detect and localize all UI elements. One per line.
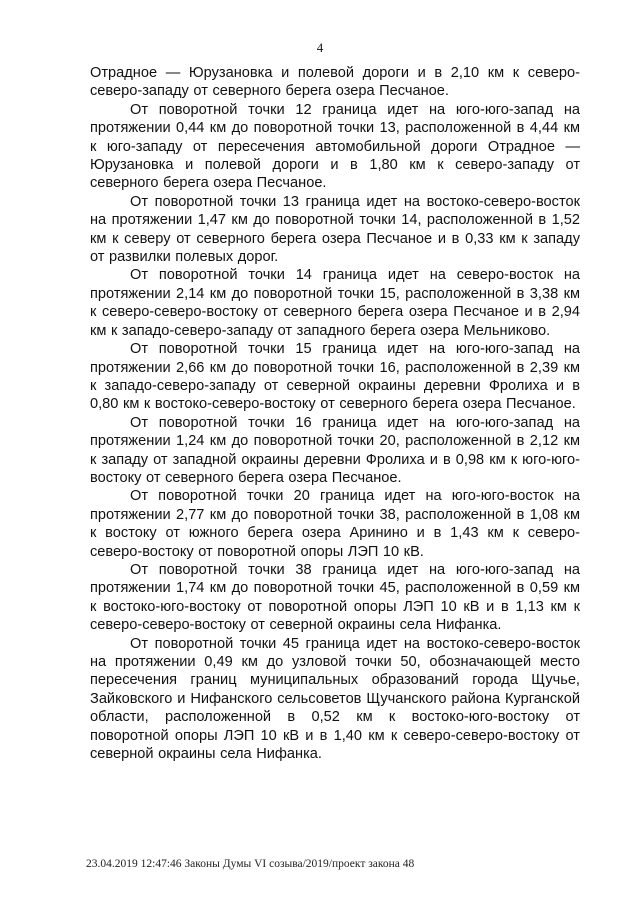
paragraph-1: Отрадное — Юрузановка и полевой дороги и в 2,10 км к северо-северо-западу от северного берега озера Песчаное. [90,65,580,100]
paragraph-9: От поворотной точки 45 граница идет на востоко-северо-восток на протяжении 0,49 км до узловой точки 50, обозначающей место пересечения границ муниципальных образований города Щучье, Зайковского и Нифанского сельсоветов Щучанского района Курганской области, расположенной в 0,52 км к востоко-юго-востоку от поворотной опоры ЛЭП 10 кВ и в 1,40 км к северо-северо-востоку от северной окраины села Нифанка. [90,635,580,763]
paragraph-5: От поворотной точки 15 граница идет на юго-юго-запад на протяжении 2,66 км до поворотной точки 16, расположенной в 2,39 км к западо-северо-западу от северной окраины деревни Фролиха и в 0,80 км к востоко-северо-востоку от северного берега озера Песчаное. [90,341,580,413]
document-footer: 23.04.2019 12:47:46 Законы Думы VI созыва/2019/проект закона 48 [86,858,415,870]
document-body [90,64,580,763]
paragraph-4: От поворотной точки 14 граница идет на северо-восток на протяжении 2,14 км до поворотной точки 15, расположенной в 3,38 км к северо-северо-востоку от северного берега озера Песчаное и в 2,94 км к западо-северо-западу от западного берега озера Мельниково. [90,267,580,339]
page-number: 4 [316,40,324,55]
paragraph-6: От поворотной точки 16 граница идет на юго-юго-запад на протяжении 1,24 км до поворотной точки 20, расположенной в 2,12 км к западу от западной окраины деревни Фролиха и в 0,98 км к юго-юго-востоку от северного берега озера Песчаное. [90,414,580,486]
paragraph-7: От поворотной точки 20 граница идет на юго-юго-восток на протяжении 2,77 км до поворотной точки 38, расположенной в 1,08 км к востоку от южного берега озера Аринино и в 1,43 км к северо-северо-востоку от поворотной опоры ЛЭП 10 кВ. [90,488,580,560]
paragraph-2: От поворотной точки 12 граница идет на юго-юго-запад на протяжении 0,44 км до поворотной точки 13, расположенной в 4,44 км к юго-западу от пересечения автомобильной дороги Отрадное — Юрузановка и полевой дороги и в 1,80 км к северо-западу от северного берега озера Песчаное. [90,101,580,192]
paragraph-8: От поворотной точки 38 граница идет на юго-юго-запад на протяжении 1,74 км до поворотной точки 45, расположенной в 0,59 км к востоко-юго-востоку от поворотной опоры ЛЭП 10 кВ и в 1,13 км к северо-северо-востоку от северной окраины села Нифанка. [90,561,580,634]
paragraph-3: От поворотной точки 13 граница идет на востоко-северо-восток на протяжении 1,47 км до поворотной точки 14, расположенной в 1,52 км к северу от северного берега озера Песчаное и в 0,33 км к западу от развилки полевых дорог. [90,193,580,266]
